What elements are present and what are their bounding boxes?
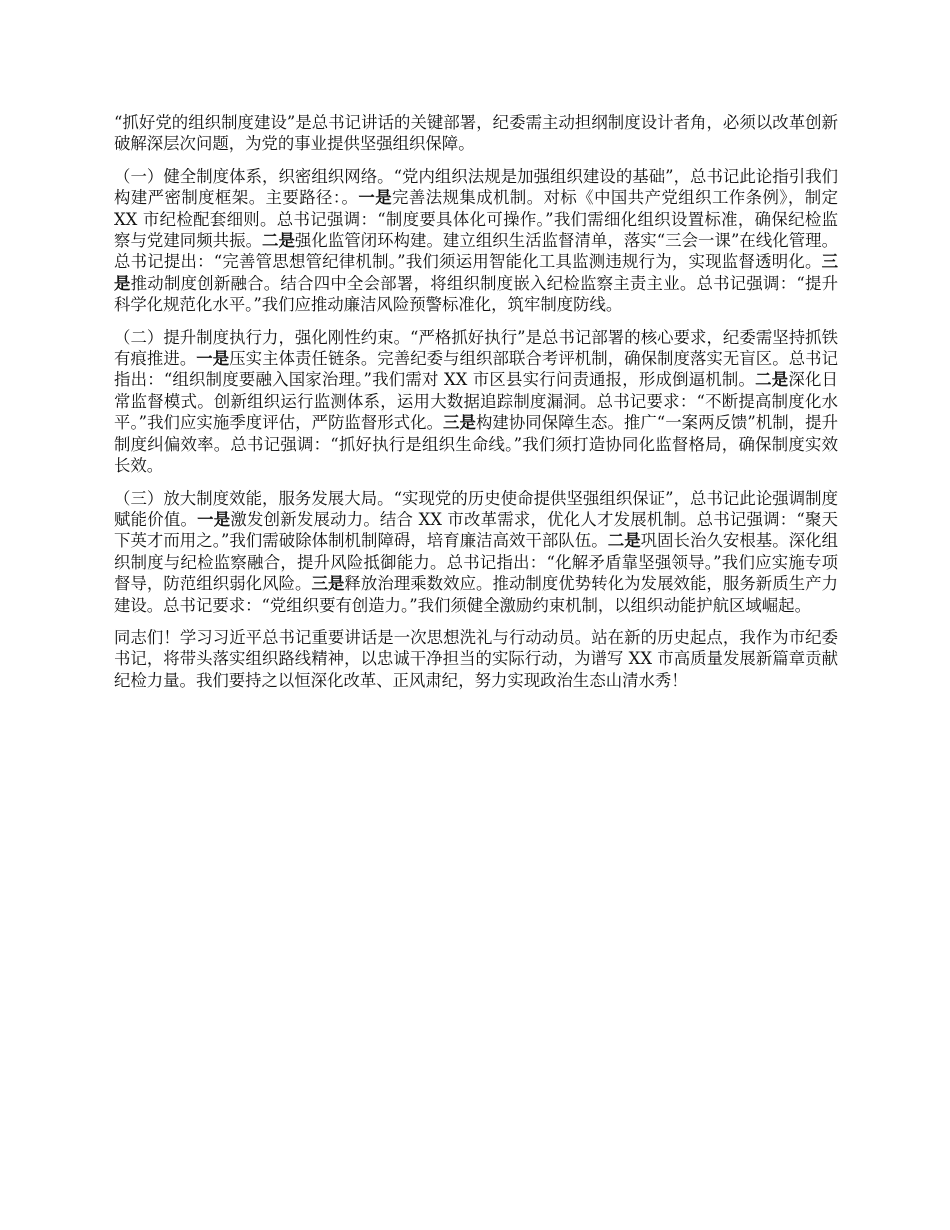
- text-segment: 激发创新发展动力。结合 XX 市改革需求，优化人才发展机制。总书记强调：“聚天下英才而用之。”我们需破除体制机制障碍，培育廉洁高效干部队伍。: [114, 509, 839, 551]
- text-segment: 释放治理乘数效应。推动制度优势转化为发展效能，服务新质生产力建设。总书记要求：“党组织要有创造力。”我们须健全激励约束机制，以组织动能护航区域崛起。: [114, 574, 839, 615]
- bold-marker: 一是: [197, 509, 231, 529]
- text-segment: 构建协同保障生态。推广“一案两反馈”机制，提升制度纠偏效率。总书记强调：“抓好执行是组织生命线。”我们须打造协同化监督格局，确保制度实效长效。: [114, 413, 838, 476]
- section-two-paragraph: [114, 327, 838, 477]
- bold-marker: 一是: [358, 188, 393, 208]
- bold-marker: 二是: [607, 531, 641, 551]
- bold-marker: 三是: [311, 574, 345, 594]
- text-segment: 强化监管闭环构建。建立组织生活监督清单，落实“三会一课”在线化管理。总书记提出：“完善管思想管纪律机制。”我们须运用智能化工具监测违规行为，实现监督透明化。: [114, 231, 839, 272]
- text-segment: （三）放大制度效能，服务发展大局。“实现党的历史使命提供坚强组织保证”，总书记此论强调制度赋能价值。: [114, 488, 838, 529]
- text-segment: （一）健全制度体系，织密组织网络。“党内组织法规是加强组织建设的基础”，总书记此论指引我们构建严密制度框架。主要路径：。: [114, 166, 838, 208]
- text-segment: 完善法规集成机制。对标《中国共产党组织工作条例》，制定 XX 市纪检配套细则。总书记强调：“制度要具体化可操作。”我们需细化组织设置标准，确保纪检监察与党建同频共振。: [114, 188, 838, 251]
- bold-marker: 三是: [443, 413, 476, 433]
- bold-marker: 一是: [196, 349, 230, 369]
- closing-paragraph: [114, 627, 838, 691]
- bold-marker: 二是: [755, 370, 789, 390]
- section-one-paragraph: [114, 166, 838, 316]
- bold-marker: 二是: [262, 231, 295, 251]
- section-three-paragraph: [114, 488, 838, 616]
- text-segment: 巩固长治久安根基。深化组织制度与纪检监察融合，提升风险抵御能力。总书记指出：“化解矛盾靠坚强领导。”我们应实施专项督导，防范组织弱化风险。: [114, 531, 838, 594]
- text-segment: 压实主体责任链条。完善纪委与组织部联合考评机制，确保制度落实无盲区。总书记指出：“组织制度要融入国家治理。”我们需对 XX 市区县实行问责通报，形成倒逼机制。: [114, 349, 839, 390]
- text-segment: 深化日常监督模式。创新组织运行监测体系，运用大数据追踪制度漏洞。总书记要求：“不断提高制度化水平。”我们应实施季度评估，严防监督形式化。: [114, 370, 839, 433]
- document-body: [114, 112, 838, 702]
- text-segment: “抓好党的组织制度建设”是总书记讲话的关键部署，纪委需主动担纲制度设计者角，必须以改革创新破解深层次问题，为党的事业提供坚强组织保障。: [114, 113, 838, 154]
- text-segment: （二）提升制度执行力，强化刚性约束。“严格抓好执行”是总书记部署的核心要求，纪委需坚持抓铁有痕推进。: [114, 327, 838, 369]
- text-segment: 推动制度创新融合。结合四中全会部署，将组织制度嵌入纪检监察主责主业。总书记强调：“提升科学化规范化水平。”我们应推动廉洁风险预警标准化，筑牢制度防线。: [114, 273, 839, 315]
- intro-paragraph: [114, 112, 838, 155]
- bold-marker: 三是: [114, 252, 838, 293]
- text-segment: 同志们！学习习近平总书记重要讲话是一次思想洗礼与行动动员。站在新的历史起点，我作为市纪委书记，将带头落实组织路线精神，以忠诚干净担当的实际行动，为谱写 XX 市高质量发展新篇章贡献纪检力量。我们要持之以恒深化改革、正风肃纪，努力实现政治生态山清水秀！: [114, 627, 838, 690]
